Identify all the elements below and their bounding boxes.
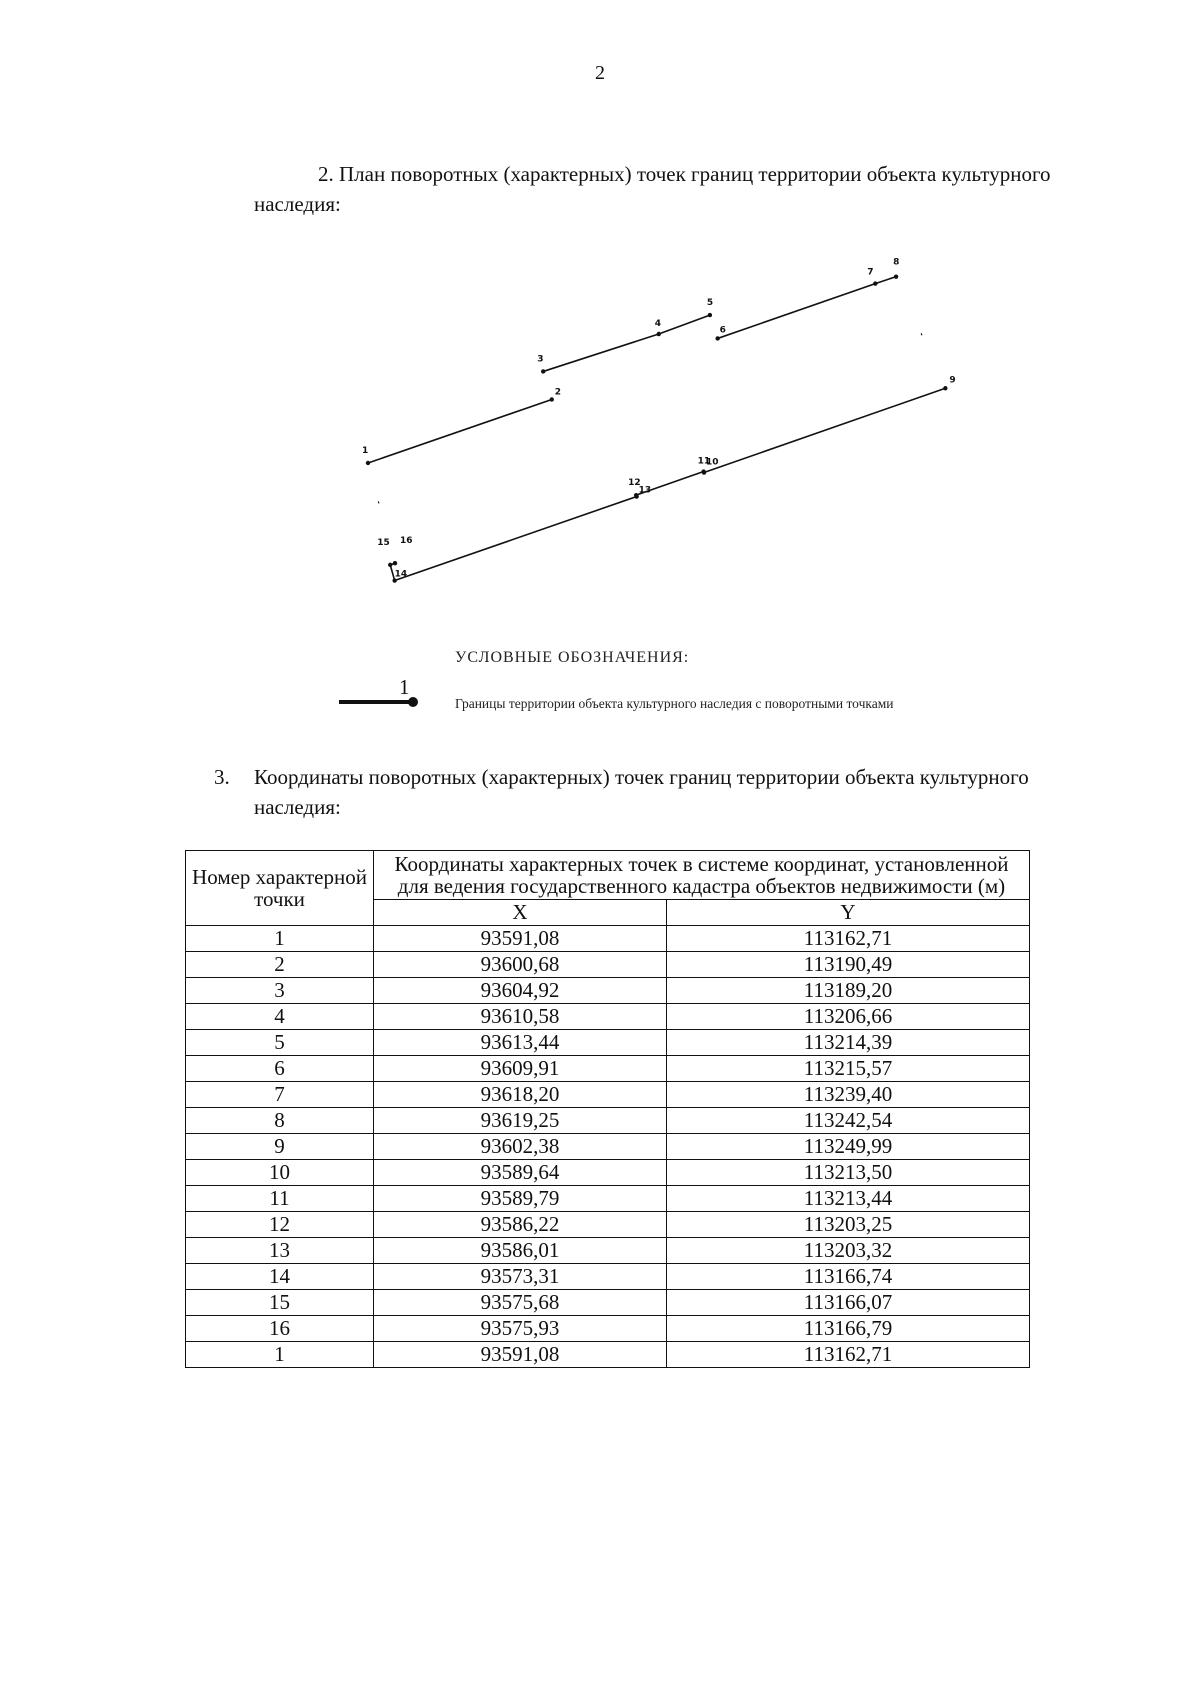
cell-y: 113239,40	[667, 1082, 1030, 1108]
boundary-segment-dotted	[368, 463, 395, 563]
boundary-segment	[543, 334, 658, 371]
table-row	[186, 1134, 1030, 1160]
coordinates-table	[185, 850, 1030, 1368]
cell-y: 113203,32	[667, 1238, 1030, 1264]
cell-point-number: 5	[186, 1030, 374, 1056]
boundary-segment	[368, 399, 552, 463]
table-row	[186, 1212, 1030, 1238]
header-point-number: Номер характерной точки	[186, 851, 374, 926]
cell-point-number: 3	[186, 978, 374, 1004]
table-row	[186, 1342, 1030, 1368]
cell-y: 113214,39	[667, 1030, 1030, 1056]
cell-x: 93591,08	[374, 1342, 667, 1368]
cell-x: 93591,08	[374, 926, 667, 952]
boundary-point-label: 4	[654, 319, 661, 330]
cell-point-number: 4	[186, 1004, 374, 1030]
boundary-segment	[395, 497, 637, 581]
table-row	[186, 1108, 1030, 1134]
boundary-point-marker	[873, 281, 877, 285]
boundary-point-marker	[388, 563, 392, 567]
cell-y: 113189,20	[667, 978, 1030, 1004]
boundary-point-label: 15	[377, 537, 390, 548]
cell-point-number: 6	[186, 1056, 374, 1082]
cell-x: 93604,92	[374, 978, 667, 1004]
cell-y: 113206,66	[667, 1004, 1030, 1030]
header-coordinates: Координаты характерных точек в системе координат, установленной для ведения государственного кадастра объектов недвижимости (м)	[374, 851, 1030, 900]
boundary-point-label: 16	[399, 536, 413, 547]
boundary-point-label: 1	[362, 446, 369, 456]
cell-y: 113215,57	[667, 1056, 1030, 1082]
table-row	[186, 926, 1030, 952]
cell-x: 93618,20	[374, 1082, 667, 1108]
legend-title: УСЛОВНЫЕ ОБОЗНАЧЕНИЯ:	[455, 649, 690, 666]
boundary-point-marker	[701, 469, 705, 473]
cell-point-number: 13	[186, 1238, 374, 1264]
table-row	[186, 1290, 1030, 1316]
boundary-segment	[718, 284, 876, 339]
boundary-segment	[659, 315, 710, 334]
boundary-point-label: 14	[394, 569, 408, 580]
cell-point-number: 7	[186, 1082, 374, 1108]
boundary-point-label: 5	[706, 298, 714, 309]
boundary-point-label: 9	[949, 375, 956, 386]
cell-y: 113203,25	[667, 1212, 1030, 1238]
table-row	[186, 1238, 1030, 1264]
cell-x: 93575,68	[374, 1290, 667, 1316]
table-row	[186, 1056, 1030, 1082]
boundary-plan	[0, 0, 1200, 760]
boundary-point-label: 6	[719, 325, 726, 336]
boundary-segment	[704, 388, 945, 472]
cell-point-number: 2	[186, 952, 374, 978]
cell-point-number: 1	[186, 1342, 374, 1368]
table-row	[186, 1264, 1030, 1290]
header-x: X	[374, 900, 667, 926]
boundary-point-marker	[894, 274, 898, 278]
table-row	[186, 952, 1030, 978]
cell-y: 113242,54	[667, 1108, 1030, 1134]
boundary-point-marker	[366, 461, 370, 465]
cell-x: 93575,93	[374, 1316, 667, 1342]
cell-point-number: 11	[186, 1186, 374, 1212]
cell-x: 93609,91	[374, 1056, 667, 1082]
boundary-point-label: 8	[893, 257, 900, 268]
boundary-point-marker	[550, 397, 554, 401]
table-row	[186, 978, 1030, 1004]
boundary-point-label: 7	[867, 267, 874, 278]
cell-x: 93610,58	[374, 1004, 667, 1030]
cell-y: 113162,71	[667, 1342, 1030, 1368]
table-row	[186, 1160, 1030, 1186]
boundary-point-label: 10	[705, 457, 719, 468]
cell-x: 93619,25	[374, 1108, 667, 1134]
section-3-number: 3.	[214, 765, 230, 789]
boundary-point-marker	[657, 332, 661, 336]
table-row	[186, 1004, 1030, 1030]
cell-x: 93600,68	[374, 952, 667, 978]
cell-x: 93589,64	[374, 1160, 667, 1186]
cell-point-number: 1	[186, 926, 374, 952]
boundary-point-label: 3	[537, 354, 544, 365]
cell-point-number: 16	[186, 1316, 374, 1342]
cell-x: 93586,01	[374, 1238, 667, 1264]
cell-point-number: 9	[186, 1134, 374, 1160]
legend-description: Границы территории объекта культурного наследия с поворотными точками	[455, 696, 894, 711]
legend-symbol-number: 1	[399, 675, 410, 699]
table-row	[186, 1030, 1030, 1056]
boundary-point-label: 12	[628, 478, 641, 489]
table-row	[186, 1316, 1030, 1342]
cell-point-number: 12	[186, 1212, 374, 1238]
cell-y: 113213,50	[667, 1160, 1030, 1186]
section-3-heading	[214, 762, 1054, 822]
cell-x: 93586,22	[374, 1212, 667, 1238]
boundary-point-label: 13	[638, 485, 652, 496]
section-3-title: Координаты поворотных (характерных) точек границ территории объекта культурного наследия:	[254, 765, 1029, 819]
header-y: Y	[667, 900, 1030, 926]
cell-x: 93613,44	[374, 1030, 667, 1056]
legend-point-marker	[408, 697, 418, 707]
cell-x: 93573,31	[374, 1264, 667, 1290]
boundary-point-marker	[393, 561, 397, 565]
cell-y: 113162,71	[667, 926, 1030, 952]
boundary-segment-dotted	[896, 277, 945, 389]
boundary-segment	[875, 277, 896, 284]
boundary-point-marker	[708, 313, 712, 317]
boundary-point-label: 2	[554, 387, 562, 398]
cell-point-number: 8	[186, 1108, 374, 1134]
cell-x: 93589,79	[374, 1186, 667, 1212]
cell-point-number: 10	[186, 1160, 374, 1186]
cell-y: 113166,07	[667, 1290, 1030, 1316]
cell-y: 113213,44	[667, 1186, 1030, 1212]
coordinates-table-body	[186, 926, 1030, 1368]
cell-y: 113166,79	[667, 1316, 1030, 1342]
cell-point-number: 15	[186, 1290, 374, 1316]
cell-y: 113249,99	[667, 1134, 1030, 1160]
boundary-point-marker	[715, 336, 719, 340]
cell-point-number: 14	[186, 1264, 374, 1290]
boundary-point-marker	[541, 369, 545, 373]
table-row	[186, 1082, 1030, 1108]
cell-y: 113190,49	[667, 952, 1030, 978]
cell-x: 93602,38	[374, 1134, 667, 1160]
page-number: 2	[595, 62, 605, 84]
boundary-point-label: 11	[697, 456, 711, 467]
cell-y: 113166,74	[667, 1264, 1030, 1290]
table-row	[186, 1186, 1030, 1212]
boundary-point-marker	[943, 386, 947, 390]
section-2-heading: 2. План поворотных (характерных) точек границ территории объекта культурного наследия:	[254, 162, 1051, 216]
